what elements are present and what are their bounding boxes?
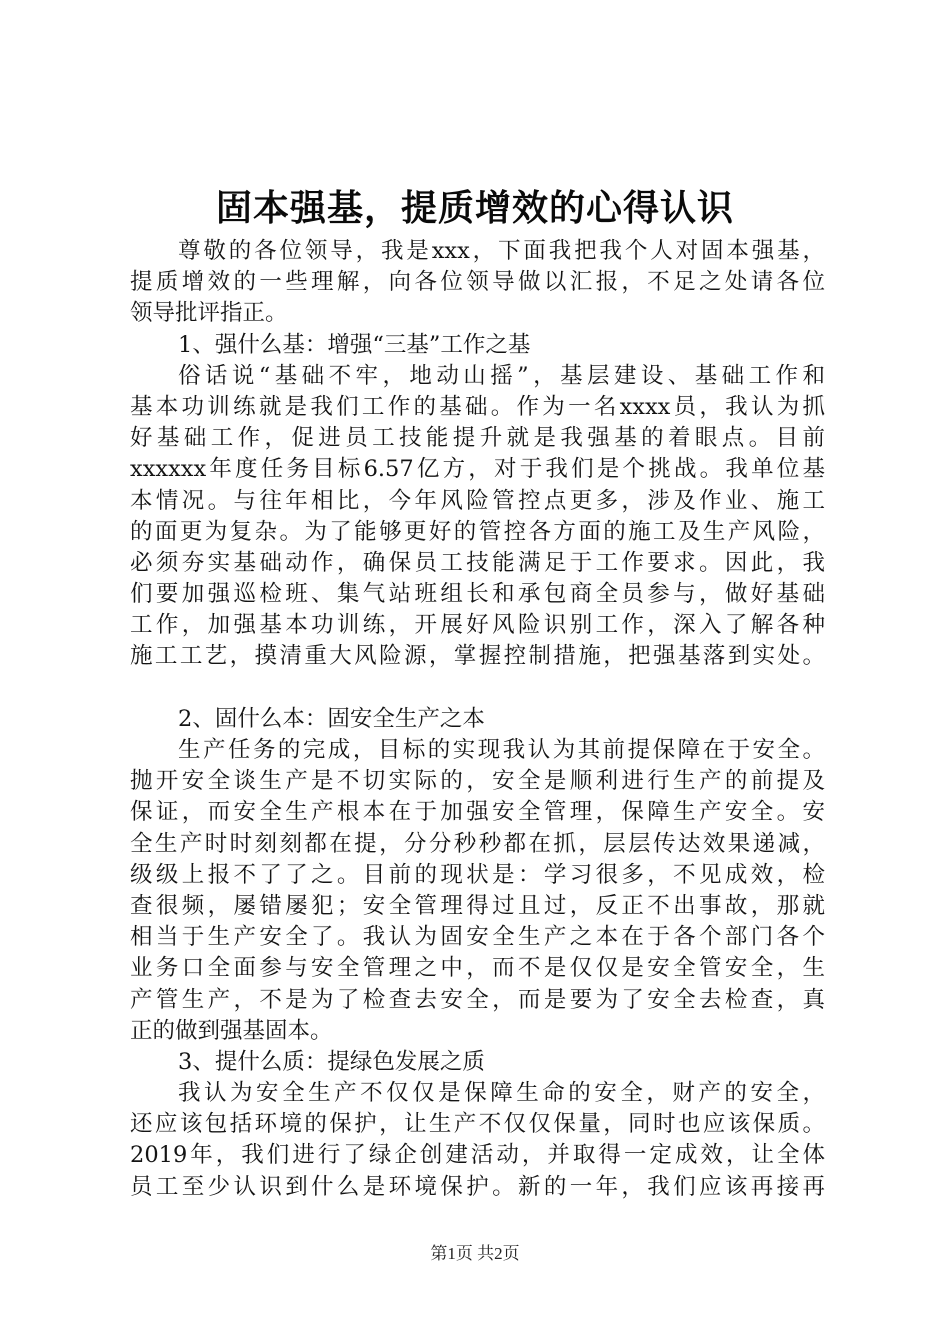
text-line: 俗话说“基础不牢，地动山摇”，基层建设、基础工作和	[178, 362, 825, 389]
text-line: 生产任务的完成，目标的实现我认为其前提保障在于安全。	[178, 737, 825, 763]
text-line: 我认为安全生产不仅仅是保障生命的安全，财产的安全，	[178, 1080, 825, 1107]
text-line: 抛开安全谈生产是不切实际的，安全是顺利进行生产的前提及	[130, 768, 825, 795]
text-line: 保证，而安全生产根本在于加强安全管理，保障生产安全。安	[130, 799, 825, 826]
text-line: 的面更为复杂。为了能够更好的管控各方面的施工及生产风险，	[130, 518, 825, 545]
text-line: 产管生产，不是为了检查去安全，而是要为了安全去检查，真	[130, 986, 825, 1013]
text-line: 2、固什么本：固安全生产之本	[178, 705, 485, 732]
text-line: 正的做到强基固本。	[130, 1017, 333, 1044]
text-line: 必须夯实基础动作，确保员工技能满足于工作要求。因此，我	[130, 549, 825, 576]
text-line: 相当于生产安全了。我认为固安全生产之本在于各个部门各个	[130, 924, 825, 951]
text-line: 工作，加强基本功训练，开展好风险识别工作，深入了解各种	[130, 612, 825, 639]
document-body	[130, 236, 825, 1203]
blank-line	[130, 673, 825, 704]
text-line: 全生产时时刻刻都在提，分分秒秒都在抓，层层传达效果递减，	[130, 830, 825, 857]
text-line: xxxxxx年度任务目标6.57亿方，对于我们是个挑战。我单位基	[130, 456, 825, 483]
text-line: 1、强什么基：增强“三基”工作之基	[178, 331, 531, 358]
text-line: 领导批评指正。	[130, 300, 288, 327]
text-line: 级级上报不了了之。目前的现状是：学习很多，不见成效，检	[130, 861, 825, 888]
text-line: 本情况。与往年相比，今年风险管控点更多，涉及作业、施工	[130, 487, 825, 514]
text-line: 员工至少认识到什么是环境保护。新的一年，我们应该再接再	[130, 1173, 825, 1200]
text-line: 查很频，屡错屡犯；安全管理得过且过，反正不出事故，那就	[130, 892, 825, 919]
text-line: 2019年，我们进行了绿企创建活动，并取得一定成效，让全体	[130, 1142, 825, 1169]
text-line: 好基础工作，促进员工技能提升就是我强基的着眼点。目前	[130, 425, 825, 452]
text-line: 施工工艺，摸清重大风险源，掌握控制措施，把强基落到实处。	[130, 643, 825, 670]
text-line: 尊敬的各位领导，我是xxx，下面我把我个人对固本强基，	[178, 238, 825, 264]
page-footer: 第1页 共2页	[430, 1244, 520, 1263]
text-line: 3、提什么质：提绿色发展之质	[178, 1048, 485, 1075]
text-line: 还应该包括环境的保护，让生产不仅仅保量，同时也应该保质。	[130, 1111, 825, 1138]
document-title: 固本强基，提质增效的心得认识	[215, 188, 734, 229]
text-line: 提质增效的一些理解，向各位领导做以汇报，不足之处请各位	[130, 269, 825, 296]
text-line: 们要加强巡检班、集气站班组长和承包商全员参与，做好基础	[130, 581, 825, 608]
text-line: 基本功训练就是我们工作的基础。作为一名xxxx员，我认为抓	[130, 393, 825, 420]
text-line: 业务口全面参与安全管理之中，而不是仅仅是安全管安全，生	[130, 955, 825, 982]
